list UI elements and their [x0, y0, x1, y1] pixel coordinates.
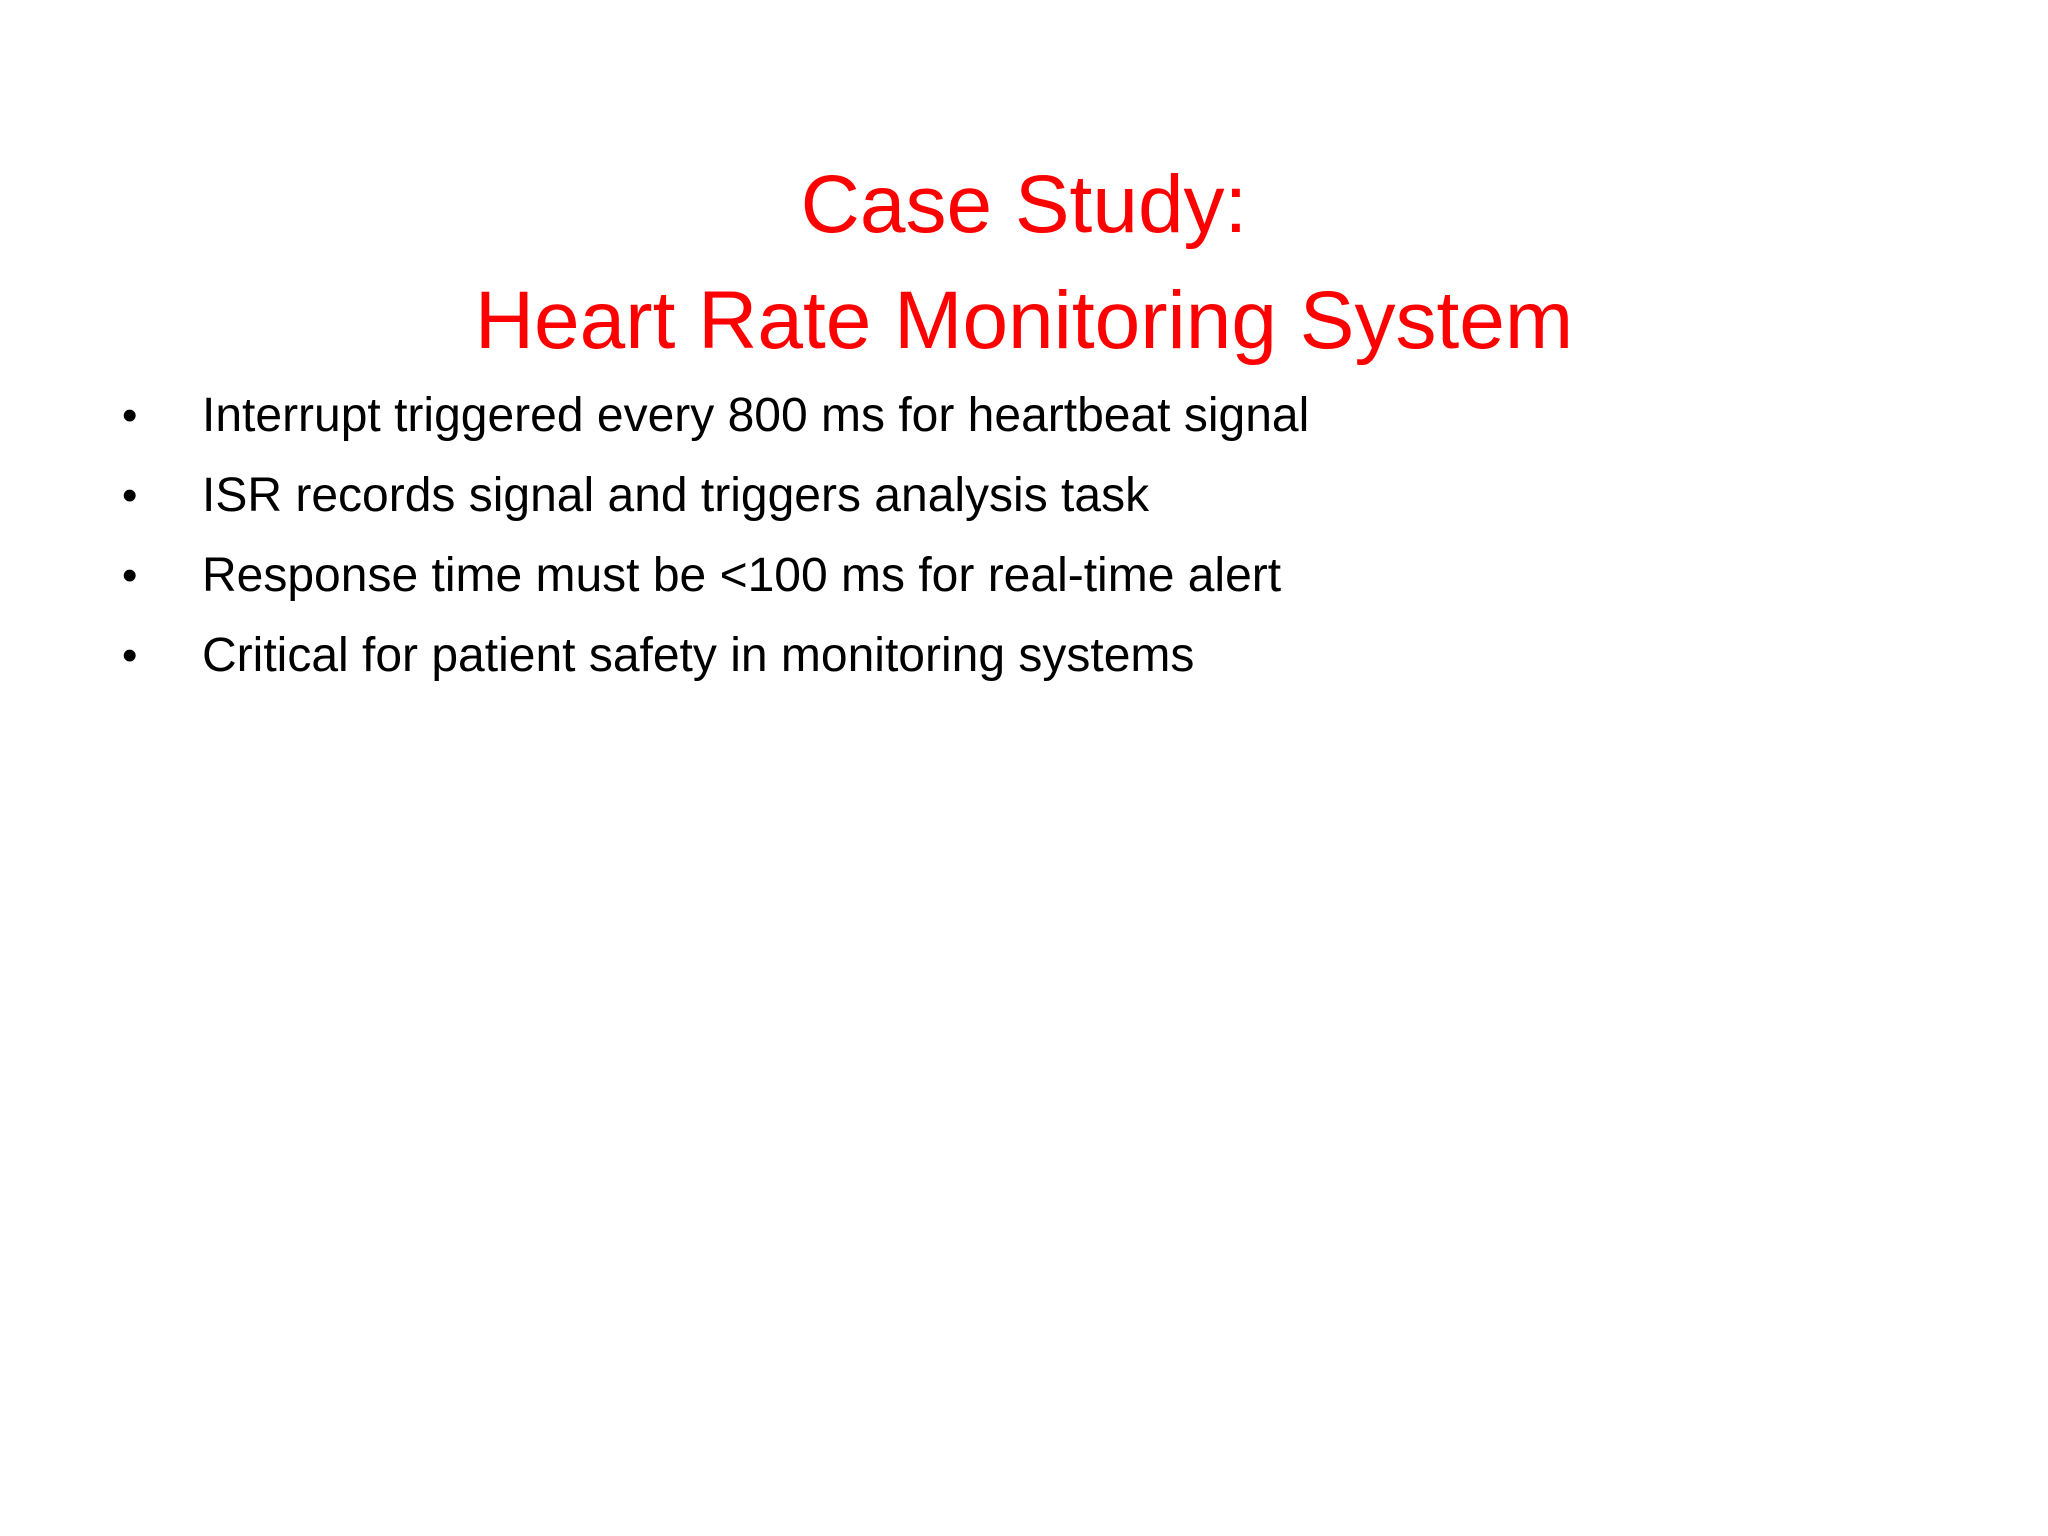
bullet-text: ISR records signal and triggers analysis task: [202, 469, 1150, 522]
bullet-icon: •: [122, 391, 138, 440]
bullet-icon: •: [122, 631, 138, 680]
bullet-icon: •: [122, 551, 138, 600]
bullet-item: [122, 536, 1309, 616]
bullet-icon: •: [122, 471, 138, 520]
bullet-item: [122, 616, 1309, 696]
bullet-text: Response time must be <100 ms for real-time alert: [202, 549, 1282, 602]
slide-title-line-1: Case Study:: [800, 158, 1248, 250]
bullet-text: Interrupt triggered every 800 ms for heartbeat signal: [202, 389, 1310, 442]
bullet-text: Critical for patient safety in monitoring systems: [202, 629, 1195, 682]
slide-title: [0, 147, 2048, 379]
slide-title-line-2: Heart Rate Monitoring System: [474, 274, 1574, 366]
bullet-list: [122, 376, 1309, 696]
bullet-item: [122, 376, 1309, 456]
bullet-item: [122, 456, 1309, 536]
